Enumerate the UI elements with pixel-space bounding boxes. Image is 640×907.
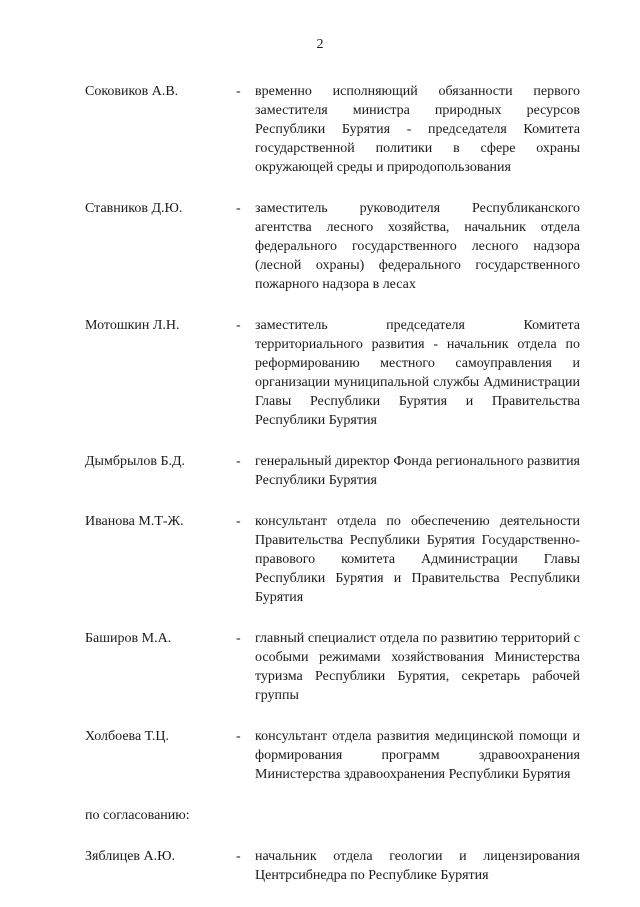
member-name: Зяблицев А.Ю. — [85, 849, 176, 864]
member-name: Мотошкин Л.Н. — [85, 318, 180, 333]
member-description: генеральный директор Фонда регионального развития Республики Бурятия — [255, 454, 580, 488]
member-name: Соковиков А.В. — [85, 84, 179, 99]
member-description: заместитель руководителя Республиканского агентства лесного хозяйства, начальник отдела федерального государственного лесного надзора (лесной охраны) федерального государственного пожарного надзора в лесах — [255, 201, 580, 292]
member-list — [85, 82, 580, 907]
member-dash: - — [236, 201, 241, 216]
member-dash: - — [236, 631, 241, 646]
member-entry — [85, 316, 580, 430]
member-description: консультант отдела по обеспечению деятельности Правительства Республики Бурятия Государственно-правового комитета Администрации Главы Республики Бурятия и Правительства Республики Бурятия — [255, 514, 580, 605]
member-description: начальник отдела геологии и лицензирования Центрсибнедра по Республике Бурятия — [255, 849, 580, 883]
member-entry — [85, 199, 580, 294]
member-dash: - — [236, 318, 241, 333]
member-entry — [85, 847, 580, 885]
member-entry — [85, 727, 580, 784]
page-number: 2 — [316, 37, 324, 52]
member-name: Иванова М.Т-Ж. — [85, 514, 184, 529]
member-name: Дымбрылов Б.Д. — [85, 454, 186, 469]
member-name: Холбоева Т.Ц. — [85, 729, 169, 744]
member-dash: - — [236, 84, 241, 99]
member-dash: - — [236, 454, 241, 469]
member-dash: - — [236, 514, 241, 529]
member-description: временно исполняющий обязанности первого заместителя министра природных ресурсов Республики Бурятия - председателя Комитета государственной политики в сфере охраны окружающей среды и природопользования — [255, 84, 580, 175]
member-description: консультант отдела развития медицинской помощи и формирования программ здравоохранения Министерства здравоохранения Республики Бурятия — [255, 729, 580, 782]
member-description: заместитель председателя Комитета территориального развития - начальник отдела по реформированию местного самоуправления и организации муниципальной службы Администрации Главы Республики Бурятия и Правительства Республики Бурятия — [255, 318, 580, 428]
member-name: Ставников Д.Ю. — [85, 201, 183, 216]
member-entry — [85, 452, 580, 490]
member-description: главный специалист отдела по развитию территорий с особыми режимами хозяйствования Министерства туризма Республики Бурятия, секретарь рабочей группы — [255, 631, 580, 703]
agreement-section-label: по согласованию: — [85, 808, 190, 823]
member-entry — [85, 512, 580, 607]
member-entry — [85, 82, 580, 177]
member-entry — [85, 629, 580, 705]
member-dash: - — [236, 729, 241, 744]
member-name: Баширов М.А. — [85, 631, 172, 646]
member-dash: - — [236, 849, 241, 864]
